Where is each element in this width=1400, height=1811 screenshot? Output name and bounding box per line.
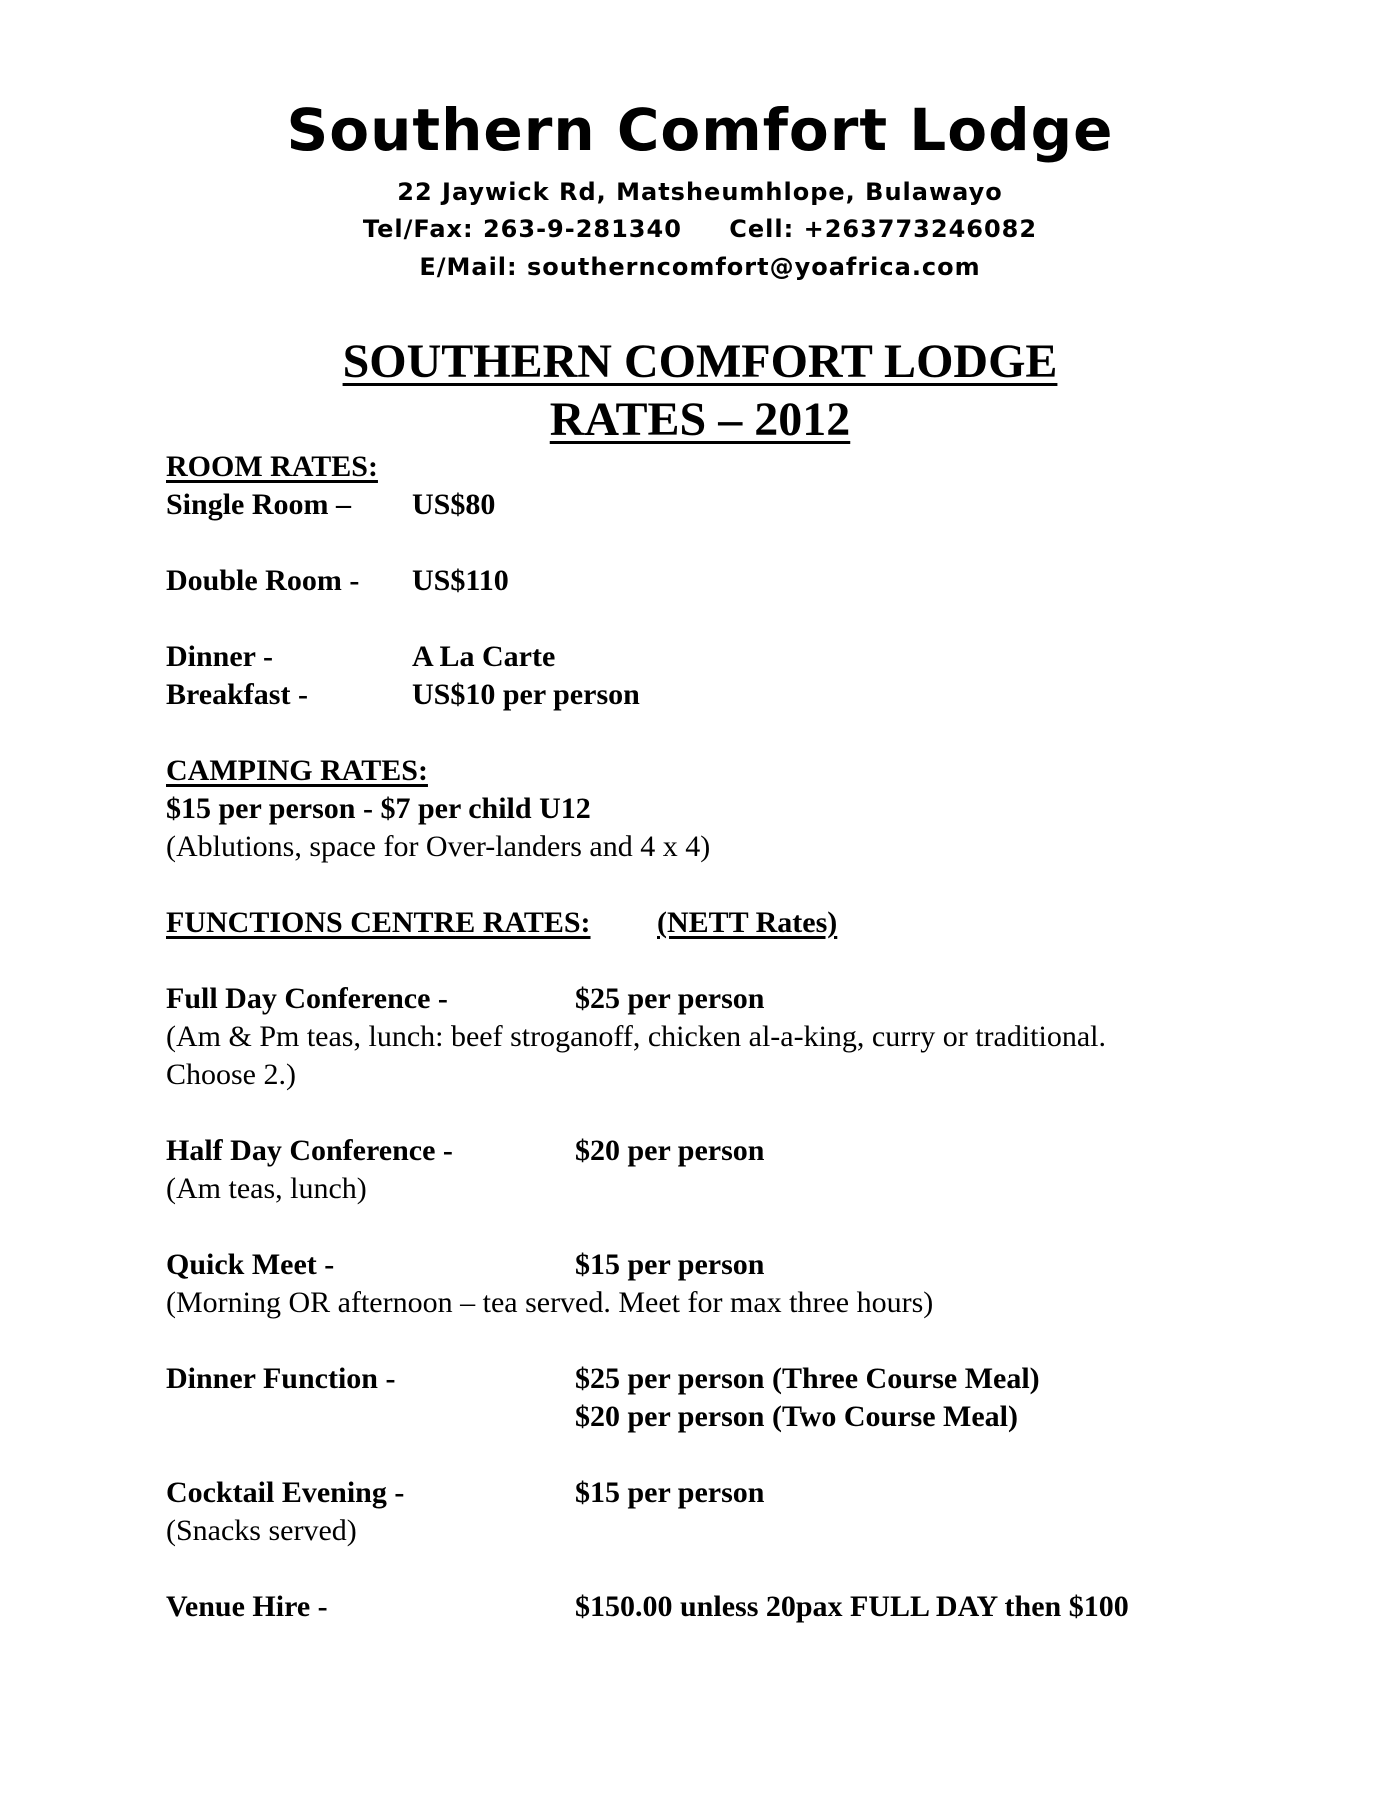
quick-meet-rate: $15 per person (575, 1248, 765, 1281)
cocktail-evening-rate: $15 per person (575, 1476, 765, 1509)
lodge-email-line (0, 253, 1400, 281)
double-room-label: Double Room - (166, 564, 360, 597)
double-room-rate: US$110 (412, 564, 509, 597)
full-day-conference-note: (Am & Pm teas, lunch: beef stroganoff, chicken al-a-king, curry or traditional. (166, 1020, 1106, 1053)
headline-title: SOUTHERN COMFORT LODGE (342, 335, 1058, 388)
venue-hire-rate: $150.00 unless 20pax FULL DAY then $100 (575, 1590, 1129, 1623)
quick-meet-label: Quick Meet - (166, 1248, 335, 1281)
cell-label: Cell: (729, 215, 795, 243)
breakfast-rate: US$10 per person (412, 678, 640, 711)
venue-hire-label: Venue Hire - (166, 1590, 328, 1623)
half-day-conference-note: (Am teas, lunch) (166, 1172, 367, 1205)
lodge-phone-line (0, 215, 1400, 243)
camping-rate: $15 per person - $7 per child U12 (166, 792, 591, 825)
dinner-function-rate-three-course: $25 per person (Three Course Meal) (575, 1362, 1040, 1395)
dinner-function-rate-two-course: $20 per person (Two Course Meal) (575, 1400, 1018, 1433)
headline-year: RATES – 2012 (549, 393, 851, 446)
breakfast-label: Breakfast - (166, 678, 308, 711)
half-day-conference-label: Half Day Conference - (166, 1134, 453, 1167)
camping-rates-heading: CAMPING RATES: (166, 754, 428, 787)
email-address: southerncomfort@yoafrica.com (526, 253, 981, 281)
tel-label: Tel/Fax: (362, 215, 474, 243)
lodge-name: Southern Comfort Lodge (286, 96, 1114, 164)
full-day-conference-label: Full Day Conference - (166, 982, 448, 1015)
single-room-label: Single Room – (166, 488, 352, 521)
full-day-conference-note-2: Choose 2.) (166, 1058, 296, 1091)
dinner-function-label: Dinner Function - (166, 1362, 396, 1395)
functions-rates-heading: FUNCTIONS CENTRE RATES: (166, 906, 591, 939)
tel-number: 263-9-281340 (482, 215, 682, 243)
room-rates-heading: ROOM RATES: (166, 450, 378, 483)
cocktail-evening-label: Cocktail Evening - (166, 1476, 405, 1509)
dinner-rate: A La Carte (412, 640, 556, 673)
quick-meet-note: (Morning OR afternoon – tea served. Meet for max three hours) (166, 1286, 934, 1319)
cocktail-evening-note: (Snacks served) (166, 1514, 357, 1547)
lodge-address: 22 Jaywick Rd, Matsheumhlope, Bulawayo (397, 178, 1003, 206)
functions-rates-note: (NETT Rates) (657, 906, 838, 939)
single-room-rate: US$80 (412, 488, 496, 521)
camping-note: (Ablutions, space for Over-landers and 4 x 4) (166, 830, 711, 863)
dinner-label: Dinner - (166, 640, 273, 673)
email-label: E/Mail: (419, 253, 518, 281)
cell-number: +263773246082 (803, 215, 1038, 243)
full-day-conference-rate: $25 per person (575, 982, 765, 1015)
half-day-conference-rate: $20 per person (575, 1134, 765, 1167)
